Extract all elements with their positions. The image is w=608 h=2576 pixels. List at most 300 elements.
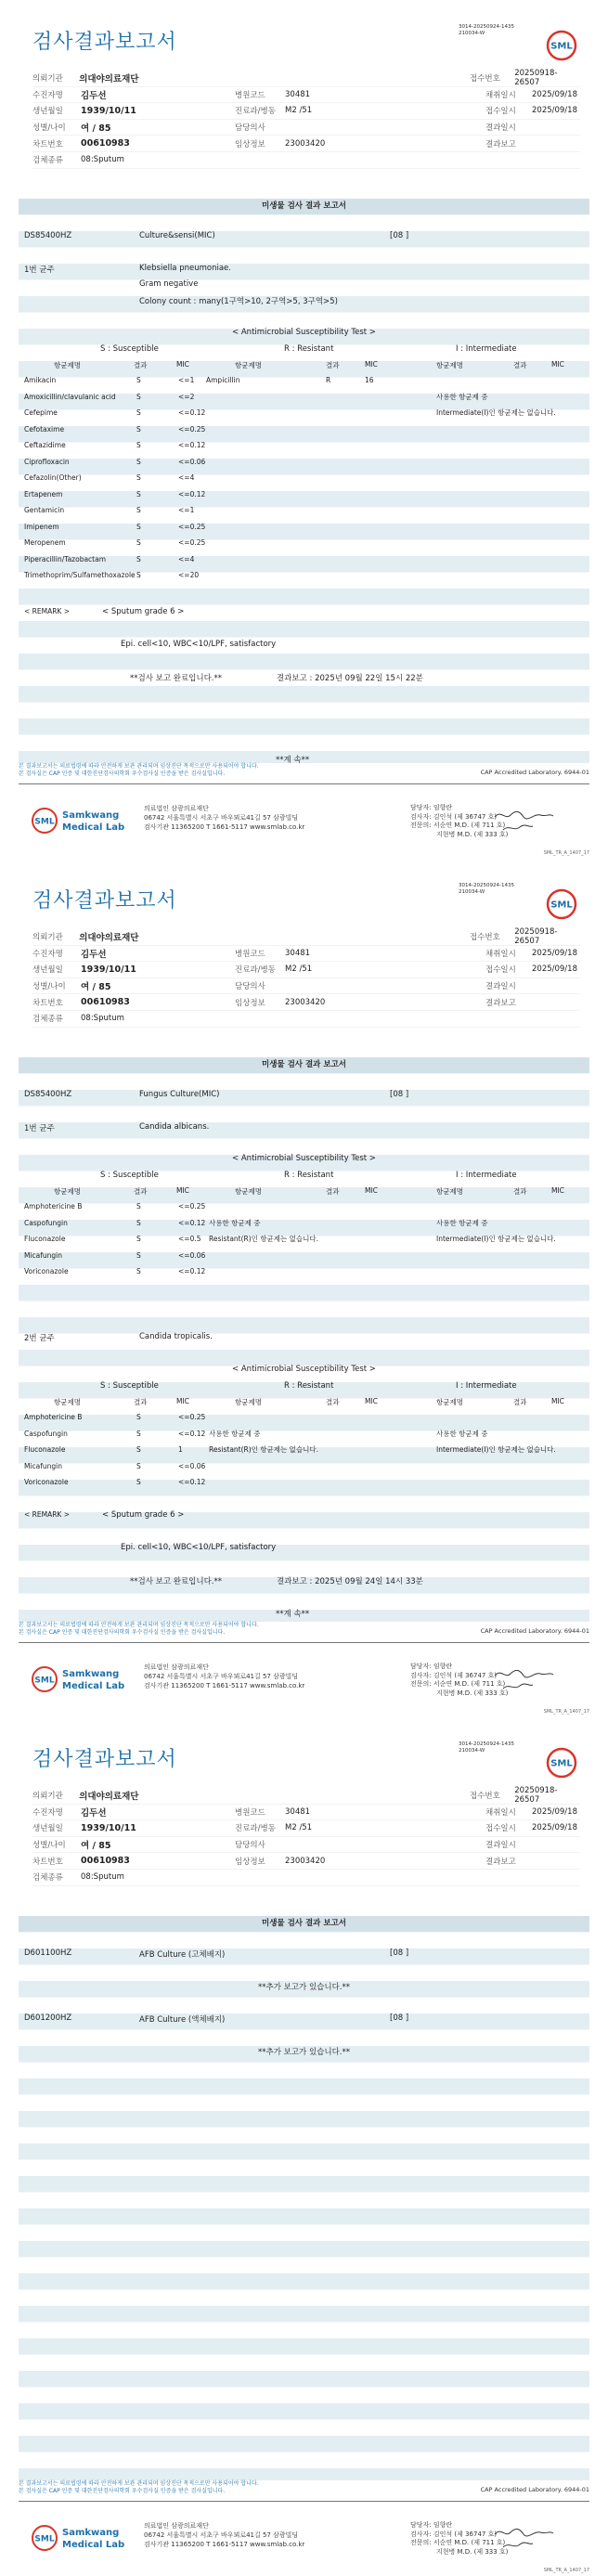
print-info-line: 3014-20250924-1435 xyxy=(459,1741,514,1747)
test-name: Fungus Culture(MIC) xyxy=(139,1090,220,1099)
col-result: 결과 xyxy=(513,1187,527,1196)
mic-value: <=0.25 xyxy=(178,538,206,547)
address-line: 의료법인 삼광의료재단 xyxy=(144,805,209,812)
col-mic: MIC xyxy=(551,1397,564,1405)
print-info-line: 3014-20250924-1435 xyxy=(459,24,514,30)
disclaimer-line: 본 결과보고서는 의료법령에 따라 안전하게 보관 관리되며 임상진단 목적으로만 사용되어야 합니다. xyxy=(19,1622,259,1628)
footer-divider xyxy=(19,783,589,784)
staff-line: 담당자: 임향란 xyxy=(410,2521,453,2529)
header-row xyxy=(32,103,580,120)
susceptible-label: S : Susceptible xyxy=(100,1381,159,1391)
report-page-2 xyxy=(0,859,608,1717)
svg-text:SML: SML xyxy=(34,2534,55,2544)
ast-result: S xyxy=(136,538,141,547)
field-value: 30481 xyxy=(285,948,311,958)
col-mic: MIC xyxy=(176,1186,189,1195)
antibiotic-name: Amphotericine B xyxy=(24,1202,83,1210)
header-row xyxy=(32,1805,580,1821)
antibiotic-name: Imipenem xyxy=(24,522,59,531)
mic-value: <=0.25 xyxy=(178,1202,206,1210)
mic-value: <=0.25 xyxy=(178,522,206,531)
field-label: 접수일시 xyxy=(485,1824,516,1834)
print-info-line: 3014-20250924-1435 xyxy=(459,883,514,888)
ast-result: S xyxy=(136,473,141,482)
col-result: 결과 xyxy=(326,361,340,369)
footer-divider xyxy=(19,2501,589,2502)
svg-text:Samkwang: Samkwang xyxy=(62,2528,120,2538)
staff-line: 담당자: 임향란 xyxy=(410,804,453,811)
antibiotic-name: Ciprofloxacin xyxy=(24,457,70,466)
field-label: 의뢰기관 xyxy=(32,74,63,84)
disclaimer xyxy=(19,763,259,778)
ast-result: S xyxy=(136,392,141,401)
sml-logo-icon xyxy=(546,1747,577,1779)
result-table xyxy=(19,1916,589,2480)
col-result: 결과 xyxy=(134,1398,148,1406)
field-label: 결과일시 xyxy=(485,123,516,134)
susceptible-label: S : Susceptible xyxy=(100,344,159,354)
ast-result: S xyxy=(136,424,141,434)
no-resistant-note: 사용한 항균제 중 xyxy=(209,1430,261,1438)
svg-text:SML: SML xyxy=(550,900,573,911)
field-value: 08:Sputum xyxy=(81,1872,124,1883)
field-label: 차트번호 xyxy=(32,139,63,149)
ast-result: S xyxy=(136,441,141,449)
antibiotic-name: Voriconazole xyxy=(24,1267,69,1275)
field-label: 생년월일 xyxy=(32,1824,63,1834)
address-line: 의료법인 삼광의료재단 xyxy=(144,1663,209,1671)
header-row xyxy=(32,946,580,963)
cap-accreditation: CAP Accredited Laboratory. 6944-01 xyxy=(480,769,589,776)
report-title: 검사결과보고서 xyxy=(32,889,177,913)
field-label: 성별/나이 xyxy=(32,1841,66,1851)
form-code: SML_TR_A_1407_17 xyxy=(543,1709,589,1715)
col-mic: MIC xyxy=(176,1397,189,1405)
staff-line: 지현병 M.D. (제 333 호) xyxy=(436,830,509,838)
antibiotic-name: Fluconazole xyxy=(24,1445,66,1454)
mic-value: <=0.25 xyxy=(178,424,206,434)
field-value: 1939/10/11 xyxy=(81,964,136,975)
col-antibiotic: 항균제명 xyxy=(235,1187,262,1196)
field-value: 1939/10/11 xyxy=(81,105,136,116)
field-label: 임상정보 xyxy=(235,998,265,1008)
signature-icon xyxy=(492,2525,557,2553)
field-label: 생년월일 xyxy=(32,107,63,117)
intermediate-label: I : Intermediate xyxy=(456,1381,517,1391)
pending-report-note: **추가 보고가 있습니다.** xyxy=(257,2048,350,2057)
test-code: D601100HZ xyxy=(24,1948,72,1958)
patient-header xyxy=(32,71,580,169)
mic-value: <=4 xyxy=(178,473,195,482)
col-result: 결과 xyxy=(513,1398,527,1406)
pending-report-note: **추가 보고가 있습니다.** xyxy=(257,1983,350,1992)
ast-title: < Antimicrobial Susceptibility Test > xyxy=(232,1154,376,1163)
col-mic: MIC xyxy=(365,1186,378,1195)
address-line: 06742 서울특별시 서초구 바우뫼로41길 57 삼광빌딩 xyxy=(144,2531,299,2539)
header-row xyxy=(32,929,580,946)
col-antibiotic: 항균제명 xyxy=(54,1187,81,1196)
svg-text:SML: SML xyxy=(550,41,573,52)
patient-header xyxy=(32,929,580,1028)
field-value: 2025/09/18 xyxy=(532,948,577,958)
header-row xyxy=(32,87,580,104)
field-label: 성별/나이 xyxy=(32,123,66,134)
field-label: 접수일시 xyxy=(485,965,516,976)
ast-result: R xyxy=(326,376,331,384)
col-mic: MIC xyxy=(365,1397,378,1405)
field-value: 20250918-26507 xyxy=(514,1786,558,1806)
field-label: 임상정보 xyxy=(235,1857,265,1867)
header-row xyxy=(32,1820,580,1837)
mic-value: <=0.12 xyxy=(178,441,206,449)
field-label: 담당의사 xyxy=(235,982,265,992)
samkwang-logo xyxy=(30,802,132,839)
disclaimer xyxy=(19,2480,259,2495)
print-info-line: 210034-W xyxy=(459,31,485,36)
field-label: 결과보고 xyxy=(485,998,516,1008)
sputum-grade: < Sputum grade 6 > xyxy=(102,1510,185,1520)
specimen-code: [08 ] xyxy=(390,231,409,240)
col-antibiotic: 항균제명 xyxy=(436,1398,463,1406)
field-value: 1939/10/11 xyxy=(81,1822,136,1833)
address-line: 06742 서울특별시 서초구 바우뫼로41길 57 삼광빌딩 xyxy=(144,814,299,822)
susceptible-label: S : Susceptible xyxy=(100,1171,159,1180)
field-value: 김두선 xyxy=(81,90,107,101)
remark-label: < REMARK > xyxy=(24,1510,71,1519)
svg-text:Samkwang: Samkwang xyxy=(62,1669,120,1679)
antibiotic-name: Ampicillin xyxy=(206,376,240,384)
report-title: 검사결과보고서 xyxy=(32,1748,177,1771)
continued-mark: **계 속** xyxy=(276,1610,310,1619)
svg-text:SML: SML xyxy=(34,1676,55,1686)
test-code: DS85400HZ xyxy=(24,1090,72,1099)
test-name: Culture&sensi(MIC) xyxy=(139,231,215,240)
isolate-label: 1번 균주 xyxy=(24,265,55,275)
field-label: 차트번호 xyxy=(32,1857,63,1867)
ast-result: S xyxy=(136,571,141,579)
field-value: 2025/09/18 xyxy=(532,964,577,975)
antibiotic-name: Cefazolin(Other) xyxy=(24,473,82,482)
field-label: 접수번호 xyxy=(469,933,500,943)
mic-value: <=1 xyxy=(178,506,195,514)
antibiotic-name: Amikacin xyxy=(24,376,57,384)
epithelial-cell-note: Epi. cell<10, WBC<10/LPF, satisfactory xyxy=(121,640,277,649)
no-resistant-note: Resistant(R)인 항균제는 없습니다. xyxy=(209,1235,319,1243)
mic-value: 1 xyxy=(178,1445,183,1454)
cap-accreditation: CAP Accredited Laboratory. 6944-01 xyxy=(480,1627,589,1635)
ast-result: S xyxy=(136,1235,141,1243)
field-value: M2 /51 xyxy=(285,1823,313,1833)
organism-name: Klebsiella pneumoniae. xyxy=(139,264,231,273)
field-label: 결과보고 xyxy=(485,139,516,149)
svg-text:SML: SML xyxy=(550,1758,573,1769)
remark-label: < REMARK > xyxy=(24,607,71,615)
antibiotic-name: Fluconazole xyxy=(24,1235,66,1243)
ast-result: S xyxy=(136,1267,141,1275)
report-time: 결과보고 : 2025년 09월 22일 15시 22분 xyxy=(277,674,423,683)
antibiotic-name: Trimethoprim/Sulfamethoxazole xyxy=(24,571,136,579)
field-value: 30481 xyxy=(285,1806,311,1817)
header-row xyxy=(32,978,580,995)
ast-result: S xyxy=(136,376,141,384)
field-value: 2025/09/18 xyxy=(532,89,577,99)
col-antibiotic: 항균제명 xyxy=(235,1398,262,1406)
svg-text:Medical Lab: Medical Lab xyxy=(62,1681,125,1691)
field-label: 접수번호 xyxy=(469,74,500,84)
ast-result: S xyxy=(136,1218,141,1227)
field-value: 08:Sputum xyxy=(81,1014,124,1024)
staff-line: 전문의: 서순연 M.D. (제 711 호) xyxy=(410,2539,506,2546)
field-value: 의대야의료재단 xyxy=(79,933,139,944)
form-code: SML_TR_A_1407_17 xyxy=(543,850,589,856)
section-title: 미생물 검사 결과 보고서 xyxy=(19,199,589,214)
lab-address xyxy=(144,2521,304,2549)
field-label: 수진자명 xyxy=(32,949,63,959)
field-label: 접수번호 xyxy=(469,1792,500,1802)
mic-value: <=0.12 xyxy=(178,489,206,498)
print-info-line: 210034-W xyxy=(459,889,485,895)
cap-accreditation: CAP Accredited Laboratory. 6944-01 xyxy=(480,2486,589,2493)
staff-line: 전문의: 서순연 M.D. (제 711 호) xyxy=(410,822,506,829)
print-info xyxy=(459,883,514,896)
field-label: 담당의사 xyxy=(235,123,265,134)
disclaimer-line: 본 검사실은 CAP 인증 및 대한진단검사의학회 우수검사실 인증을 받은 검사실입니다. xyxy=(19,1629,226,1636)
field-value: 00610983 xyxy=(81,997,130,1008)
col-mic: MIC xyxy=(551,360,564,369)
report-footer xyxy=(19,763,589,859)
header-row xyxy=(32,152,580,169)
antibiotic-name: Amoxicillin/clavulanic acid xyxy=(24,392,116,401)
field-label: 접수일시 xyxy=(485,107,516,117)
antibiotic-name: Caspofungin xyxy=(24,1429,68,1438)
field-value: 23003420 xyxy=(285,138,326,149)
specimen-code: [08 ] xyxy=(390,1948,409,1958)
isolate-label: 1번 균주 xyxy=(24,1124,55,1133)
field-label: 진료과/병동 xyxy=(235,965,276,976)
ast-result: S xyxy=(136,1461,141,1470)
epithelial-cell-note: Epi. cell<10, WBC<10/LPF, satisfactory xyxy=(121,1543,277,1552)
no-intermediate-note: 사용한 항균제 중 xyxy=(436,1430,488,1438)
field-value: M2 /51 xyxy=(285,106,313,116)
field-value: 20250918-26507 xyxy=(514,927,558,947)
organism-name: Candida tropicalis. xyxy=(139,1332,213,1341)
field-value: 김두선 xyxy=(81,949,107,960)
header-row xyxy=(32,120,580,136)
field-label: 담당의사 xyxy=(235,1841,265,1851)
antibiotic-name: Ceftazidime xyxy=(24,441,66,449)
header-row xyxy=(32,962,580,978)
field-value: 여 / 85 xyxy=(81,1841,111,1852)
staff-line: 전문의: 서순연 M.D. (제 711 호) xyxy=(410,1680,506,1688)
mic-value: <=0.12 xyxy=(178,1267,206,1275)
staff-line: 지현병 M.D. (제 333 호) xyxy=(436,2547,509,2556)
field-value: 23003420 xyxy=(285,997,326,1007)
address-line: 검사기관 11365200 T 1661-5117 www.smlab.co.kr xyxy=(144,2541,305,2548)
field-label: 병원코드 xyxy=(235,90,265,100)
report-page-3 xyxy=(0,1717,608,2576)
col-result: 결과 xyxy=(326,1187,340,1196)
test-name: AFB Culture (고체배지) xyxy=(139,1950,226,1960)
no-resistant-note: Resistant(R)인 항균제는 없습니다. xyxy=(209,1445,319,1454)
no-intermediate-note: Intermediate(I)인 항균제는 없습니다. xyxy=(436,1235,556,1243)
staff-line: 검사자: 김인석 (제 36747 호) xyxy=(410,2530,498,2538)
header-row xyxy=(32,1788,580,1805)
header-row xyxy=(32,994,580,1011)
intermediate-label: I : Intermediate xyxy=(456,1171,517,1180)
ast-result: S xyxy=(136,457,141,466)
field-label: 결과보고 xyxy=(485,1857,516,1867)
field-label: 수진자명 xyxy=(32,1807,63,1818)
field-value: 00610983 xyxy=(81,1856,130,1867)
col-antibiotic: 항균제명 xyxy=(436,1187,463,1196)
antibiotic-name: Micafungin xyxy=(24,1461,63,1470)
field-value: 20250918-26507 xyxy=(514,69,558,88)
field-label: 검체종류 xyxy=(32,1873,63,1883)
mic-value: <=0.5 xyxy=(178,1235,201,1243)
header-row xyxy=(32,1870,580,1886)
intermediate-label: I : Intermediate xyxy=(456,344,517,354)
svg-text:Samkwang: Samkwang xyxy=(62,810,120,821)
field-value: 의대야의료재단 xyxy=(79,1792,139,1803)
field-value: 08:Sputum xyxy=(81,155,124,165)
ast-result: S xyxy=(136,489,141,498)
ast-result: S xyxy=(136,554,141,563)
disclaimer-line: 본 검사실은 CAP 인증 및 대한진단검사의학회 우수검사실 인증을 받은 검사실입니다. xyxy=(19,2488,226,2494)
col-result: 결과 xyxy=(134,361,148,369)
section-title: 미생물 검사 결과 보고서 xyxy=(19,1057,589,1073)
signature-icon xyxy=(492,808,557,835)
sml-logo-icon xyxy=(546,888,577,920)
resistant-label: R : Resistant xyxy=(284,1171,334,1180)
field-value: 2025/09/18 xyxy=(532,106,577,116)
address-line: 06742 서울특별시 서초구 바우뫼로41길 57 삼광빌딩 xyxy=(144,1673,299,1680)
no-intermediate-note: 사용한 항균제 중 xyxy=(436,393,488,401)
report-page-1 xyxy=(0,0,608,859)
mic-value: <=0.12 xyxy=(178,1429,206,1438)
field-value: 여 / 85 xyxy=(81,982,111,993)
col-antibiotic: 항균제명 xyxy=(235,361,262,369)
field-label: 의뢰기관 xyxy=(32,933,63,943)
field-value: 여 / 85 xyxy=(81,123,111,135)
colony-count: Colony count : many(1구역>10, 2구역>5, 3구역>5) xyxy=(139,297,338,306)
mic-value: <=0.12 xyxy=(178,408,206,417)
field-label: 병원코드 xyxy=(235,1807,265,1818)
col-result: 결과 xyxy=(513,361,527,369)
report-footer xyxy=(19,1622,589,1717)
specimen-code: [08 ] xyxy=(390,1090,409,1099)
field-value: M2 /51 xyxy=(285,964,313,975)
field-label: 병원코드 xyxy=(235,949,265,959)
field-label: 진료과/병동 xyxy=(235,107,276,117)
col-result: 결과 xyxy=(134,1187,148,1196)
report-time: 결과보고 : 2025년 09월 24일 14시 33분 xyxy=(277,1577,423,1586)
field-value: 2025/09/18 xyxy=(532,1823,577,1833)
antibiotic-name: Cefotaxime xyxy=(24,424,65,434)
col-mic: MIC xyxy=(551,1186,564,1195)
field-label: 결과일시 xyxy=(485,1841,516,1851)
report-complete-note: **검사 보고 완료입니다.** xyxy=(130,674,223,683)
sputum-grade: < Sputum grade 6 > xyxy=(102,607,185,616)
ast-result: S xyxy=(136,506,141,514)
section-title: 미생물 검사 결과 보고서 xyxy=(19,1916,589,1932)
disclaimer xyxy=(19,1622,259,1637)
field-label: 검체종류 xyxy=(32,156,63,166)
mic-value: <=2 xyxy=(178,392,195,401)
ast-result: S xyxy=(136,1429,141,1438)
field-value: 23003420 xyxy=(285,1856,326,1866)
header-row xyxy=(32,1853,580,1870)
ast-title: < Antimicrobial Susceptibility Test > xyxy=(232,328,376,337)
field-label: 차트번호 xyxy=(32,998,63,1008)
header-row xyxy=(32,71,580,87)
staff-line: 검사자: 김인석 (제 36747 호) xyxy=(410,1671,498,1679)
field-label: 의뢰기관 xyxy=(32,1792,63,1802)
antibiotic-name: Gentamicin xyxy=(24,506,65,514)
report-footer xyxy=(19,2480,589,2576)
antibiotic-name: Caspofungin xyxy=(24,1218,68,1227)
mic-value: 16 xyxy=(365,376,374,384)
antibiotic-name: Ertapenem xyxy=(24,489,63,498)
specimen-code: [08 ] xyxy=(390,2013,409,2023)
col-antibiotic: 항균제명 xyxy=(54,1398,81,1406)
address-line: 검사기관 11365200 T 1661-5117 www.smlab.co.kr xyxy=(144,823,305,831)
mic-value: <=4 xyxy=(178,554,195,563)
ast-result: S xyxy=(136,1202,141,1210)
lab-address xyxy=(144,1663,304,1690)
ast-result: S xyxy=(136,408,141,417)
field-label: 수진자명 xyxy=(32,90,63,100)
svg-text:Medical Lab: Medical Lab xyxy=(62,2540,125,2550)
mic-value: <=0.06 xyxy=(178,1250,206,1260)
samkwang-logo xyxy=(30,1661,132,1698)
staff-line: 지현병 M.D. (제 333 호) xyxy=(436,1689,509,1697)
svg-text:SML: SML xyxy=(34,817,55,827)
header-row xyxy=(32,1837,580,1854)
test-name: AFB Culture (액체배지) xyxy=(139,2015,226,2025)
test-code: D601200HZ xyxy=(24,2013,72,2023)
staff-line: 검사자: 김인석 (제 36747 호) xyxy=(410,812,498,821)
test-code: DS85400HZ xyxy=(24,231,72,240)
antibiotic-name: Voriconazole xyxy=(24,1478,69,1486)
field-value: 00610983 xyxy=(81,138,130,149)
col-antibiotic: 항균제명 xyxy=(436,361,463,369)
ast-result: S xyxy=(136,522,141,531)
col-mic: MIC xyxy=(365,360,378,369)
mic-value: <=1 xyxy=(178,376,195,384)
antibiotic-name: Micafungin xyxy=(24,1250,63,1260)
ast-result: S xyxy=(136,1445,141,1454)
field-label: 채취일시 xyxy=(485,90,516,100)
print-info xyxy=(459,24,514,37)
mic-value: <=0.06 xyxy=(178,457,206,466)
continued-mark: **계 속** xyxy=(276,756,310,765)
antibiotic-name: Meropenem xyxy=(24,538,66,547)
address-line: 의료법인 삼광의료재단 xyxy=(144,2522,209,2530)
antibiotic-name: Piperacillin/Tazobactam xyxy=(24,554,107,563)
field-value: 30481 xyxy=(285,89,311,99)
header-row xyxy=(32,1011,580,1028)
samkwang-logo xyxy=(30,2519,132,2557)
ast-result: S xyxy=(136,1413,141,1421)
sml-logo-icon xyxy=(546,30,577,61)
patient-header xyxy=(32,1788,580,1886)
header-row xyxy=(32,136,580,152)
print-info-line: 210034-W xyxy=(459,1748,485,1754)
field-label: 성별/나이 xyxy=(32,982,66,992)
mic-value: <=0.25 xyxy=(178,1413,206,1421)
resistant-label: R : Resistant xyxy=(284,1381,334,1391)
field-label: 채취일시 xyxy=(485,1807,516,1818)
